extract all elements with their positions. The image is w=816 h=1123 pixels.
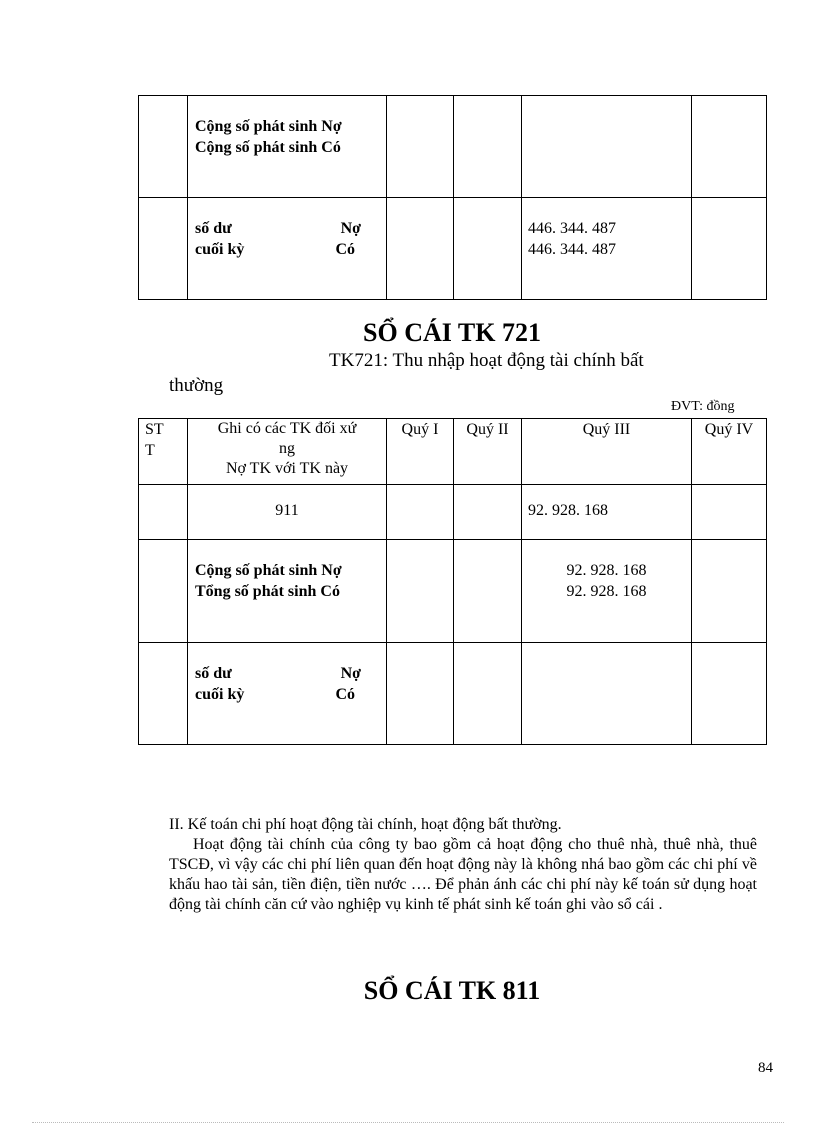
stt-cell [139, 198, 188, 300]
q1-cell [387, 96, 454, 198]
q3-debit-value: 92. 928. 168 [566, 562, 647, 579]
stt-cell [139, 485, 188, 540]
balance-label: số dư [195, 665, 232, 682]
q1-cell [387, 198, 454, 300]
q4-cell [692, 96, 767, 198]
end-period-label: cuối kỳ [195, 686, 245, 703]
header-q4: Quý IV [692, 419, 767, 485]
page-number: 84 [758, 1060, 773, 1076]
total-debit-label: Cộng số phát sinh Nợ [195, 118, 342, 135]
debit-label: Nợ [340, 665, 361, 682]
q2-cell [454, 643, 522, 745]
ledger-table-top [138, 95, 767, 300]
q3-cell: 92. 928. 168 [522, 485, 692, 540]
q1-cell [387, 485, 454, 540]
header-q1: Quý I [387, 419, 454, 485]
summary-label-cell [188, 540, 387, 643]
q1-cell [387, 643, 454, 745]
q4-cell [692, 540, 767, 643]
table-row [139, 540, 767, 643]
q2-cell [454, 485, 522, 540]
header-q3: Quý III [522, 419, 692, 485]
total-credit-label: Cộng số phát sinh Có [195, 139, 341, 156]
table-row [139, 643, 767, 745]
table-header-row [139, 419, 767, 485]
q2-cell [454, 198, 522, 300]
q4-cell [692, 198, 767, 300]
header-q2: Quý II [454, 419, 522, 485]
q3-credit-value: 446. 344. 487 [528, 241, 616, 258]
total-debit-label: Cộng số phát sinh Nợ [195, 562, 342, 579]
subtitle-line1: TK721: Thu nhập hoạt động tài chính bất [329, 350, 644, 371]
section-title-tk721: SỔ CÁI TK 721 [363, 318, 541, 347]
debit-label: Nợ [340, 220, 361, 237]
q3-debit-value: 446. 344. 487 [528, 220, 616, 237]
total-credit-label: Tổng số phát sinh Có [195, 583, 340, 600]
subtitle-line2: thường [169, 375, 224, 396]
q2-cell [454, 96, 522, 198]
q2-cell [454, 540, 522, 643]
table-row [139, 96, 767, 198]
q3-credit-value: 92. 928. 168 [566, 583, 647, 600]
balance-label-cell [188, 643, 387, 745]
credit-label: Có [335, 241, 355, 258]
section2-paragraph: Hoạt động tài chính của công ty bao gồm cả hoạt động cho thuê nhà, thuê nhà, thuê TSCĐ, vì vậy các chi phí liên quan đến hoạt động này là không nhá bao gồm các chi phí về khấu hao tài sản, tiền điện, tiền nước …. Để phản ánh các chi phí này kế toán sử dụng hoạt động tài chính căn cứ vào nghiệp vụ kinh tế phát sinh kế toán ghi vào sổ cái . [169, 836, 757, 913]
ledger-table-tk721 [138, 418, 767, 745]
q3-cell [522, 96, 692, 198]
q3-cell [522, 198, 692, 300]
table-row [139, 485, 767, 540]
header-account: Ghi có các TK đối xứ ng Nợ TK với TK này [188, 419, 387, 485]
q3-cell [522, 540, 692, 643]
stt-cell [139, 643, 188, 745]
stt-cell [139, 540, 188, 643]
section2-heading: II. Kế toán chi phí hoạt động tài chính, hoạt động bất thường. [169, 816, 562, 833]
stt-cell [139, 96, 188, 198]
balance-label-cell [188, 198, 387, 300]
summary-label-cell [188, 96, 387, 198]
table-row [139, 198, 767, 300]
unit-label: ĐVT: đồng [671, 399, 735, 414]
q3-cell [522, 643, 692, 745]
q1-cell [387, 540, 454, 643]
section-title-tk811: SỔ CÁI TK 811 [363, 976, 541, 1005]
end-period-label: cuối kỳ [195, 241, 245, 258]
credit-label: Có [335, 686, 355, 703]
balance-label: số dư [195, 220, 232, 237]
header-stt: ST T [139, 419, 188, 485]
account-cell: 911 [188, 485, 387, 540]
q4-cell [692, 485, 767, 540]
q4-cell [692, 643, 767, 745]
